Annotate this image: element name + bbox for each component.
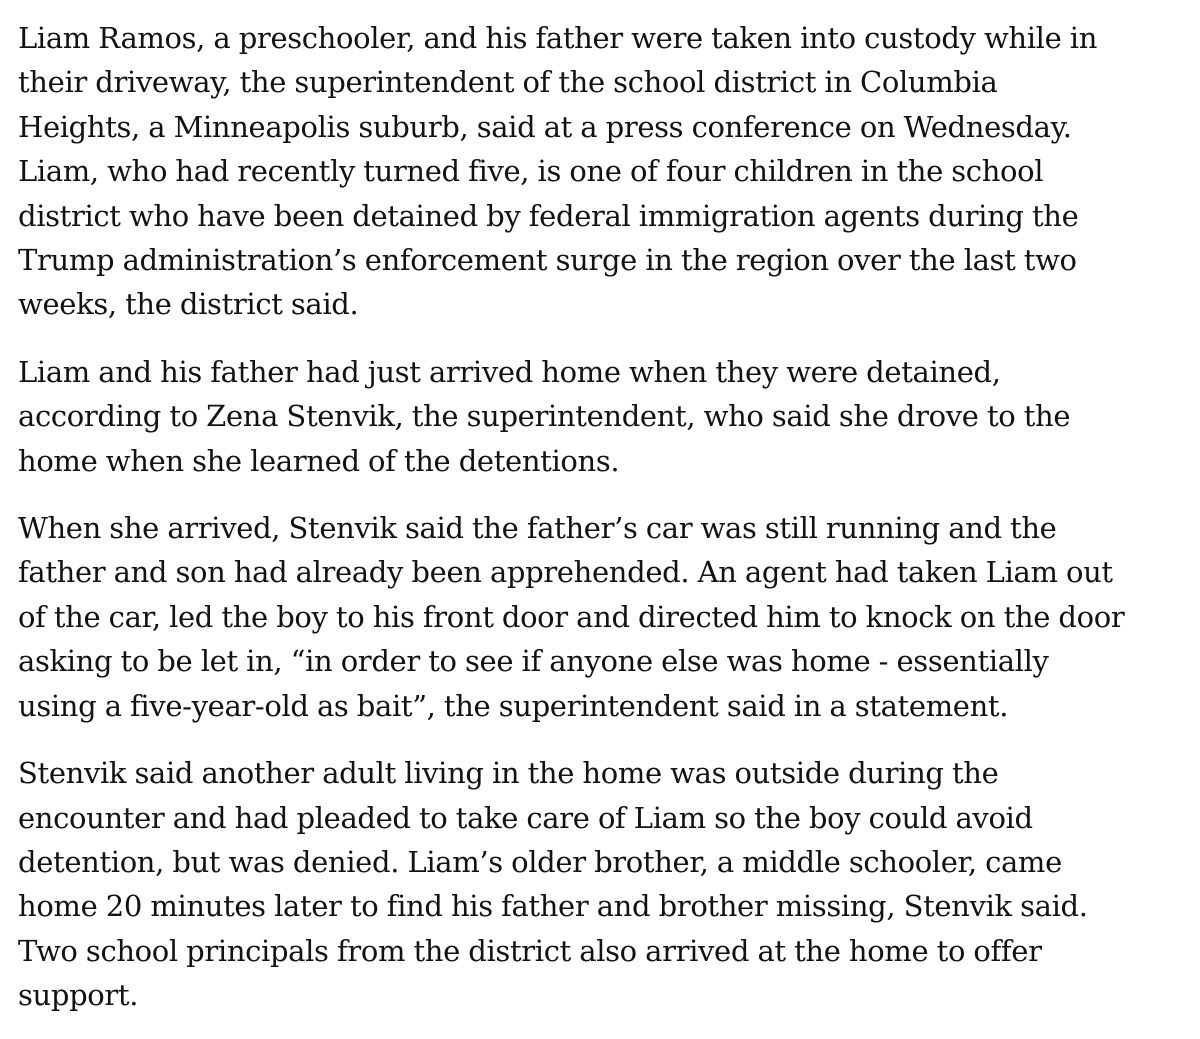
paragraph-line: asking to be let in, “in order to see if anyone else was home - essentially bbox=[18, 644, 1049, 679]
paragraph-line: according to Zena Stenvik, the superintendent, who said she drove to the bbox=[18, 399, 1071, 434]
article-body bbox=[18, 16, 1186, 1018]
paragraph-line: using a five-year-old as bait”, the superintendent said in a statement. bbox=[18, 688, 1009, 723]
paragraph-line: Stenvik said another adult living in the home was outside during the bbox=[18, 756, 999, 791]
article-paragraph-1 bbox=[18, 16, 1186, 327]
paragraph-line: Trump administration’s enforcement surge in the region over the last two bbox=[18, 243, 1077, 278]
paragraph-line: district who have been detained by federal immigration agents during the bbox=[18, 198, 1079, 233]
paragraph-line: Liam Ramos, a preschooler, and his father were taken into custody while in bbox=[18, 21, 1098, 55]
paragraph-line: Liam and his father had just arrived home when they were detained, bbox=[18, 354, 1001, 389]
paragraph-line: support. bbox=[18, 978, 139, 1013]
paragraph-line: encounter and had pleaded to take care of Liam so the boy could avoid bbox=[18, 800, 1033, 835]
paragraph-line: Heights, a Minneapolis suburb, said at a press conference on Wednesday. bbox=[18, 109, 1072, 144]
article-paragraph-4 bbox=[18, 751, 1186, 1017]
paragraph-line: Liam, who had recently turned five, is one of four children in the school bbox=[18, 154, 1044, 189]
paragraph-line: home when she learned of the detentions. bbox=[18, 443, 620, 478]
paragraph-line: Two school principals from the district also arrived at the home to offer bbox=[18, 933, 1042, 968]
article-paragraph-2 bbox=[18, 350, 1186, 483]
paragraph-line: detention, but was denied. Liam’s older brother, a middle schooler, came bbox=[18, 844, 1062, 879]
article-paragraph-3 bbox=[18, 506, 1186, 728]
paragraph-line: of the car, led the boy to his front door and directed him to knock on the door bbox=[18, 599, 1125, 634]
paragraph-line: weeks, the district said. bbox=[18, 287, 359, 322]
paragraph-line: When she arrived, Stenvik said the father’s car was still running and the bbox=[18, 511, 1057, 546]
paragraph-line: father and son had already been apprehended. An agent had taken Liam out bbox=[18, 555, 1113, 590]
paragraph-line: home 20 minutes later to find his father and brother missing, Stenvik said. bbox=[18, 889, 1088, 924]
paragraph-line: their driveway, the superintendent of the school district in Columbia bbox=[18, 65, 998, 100]
